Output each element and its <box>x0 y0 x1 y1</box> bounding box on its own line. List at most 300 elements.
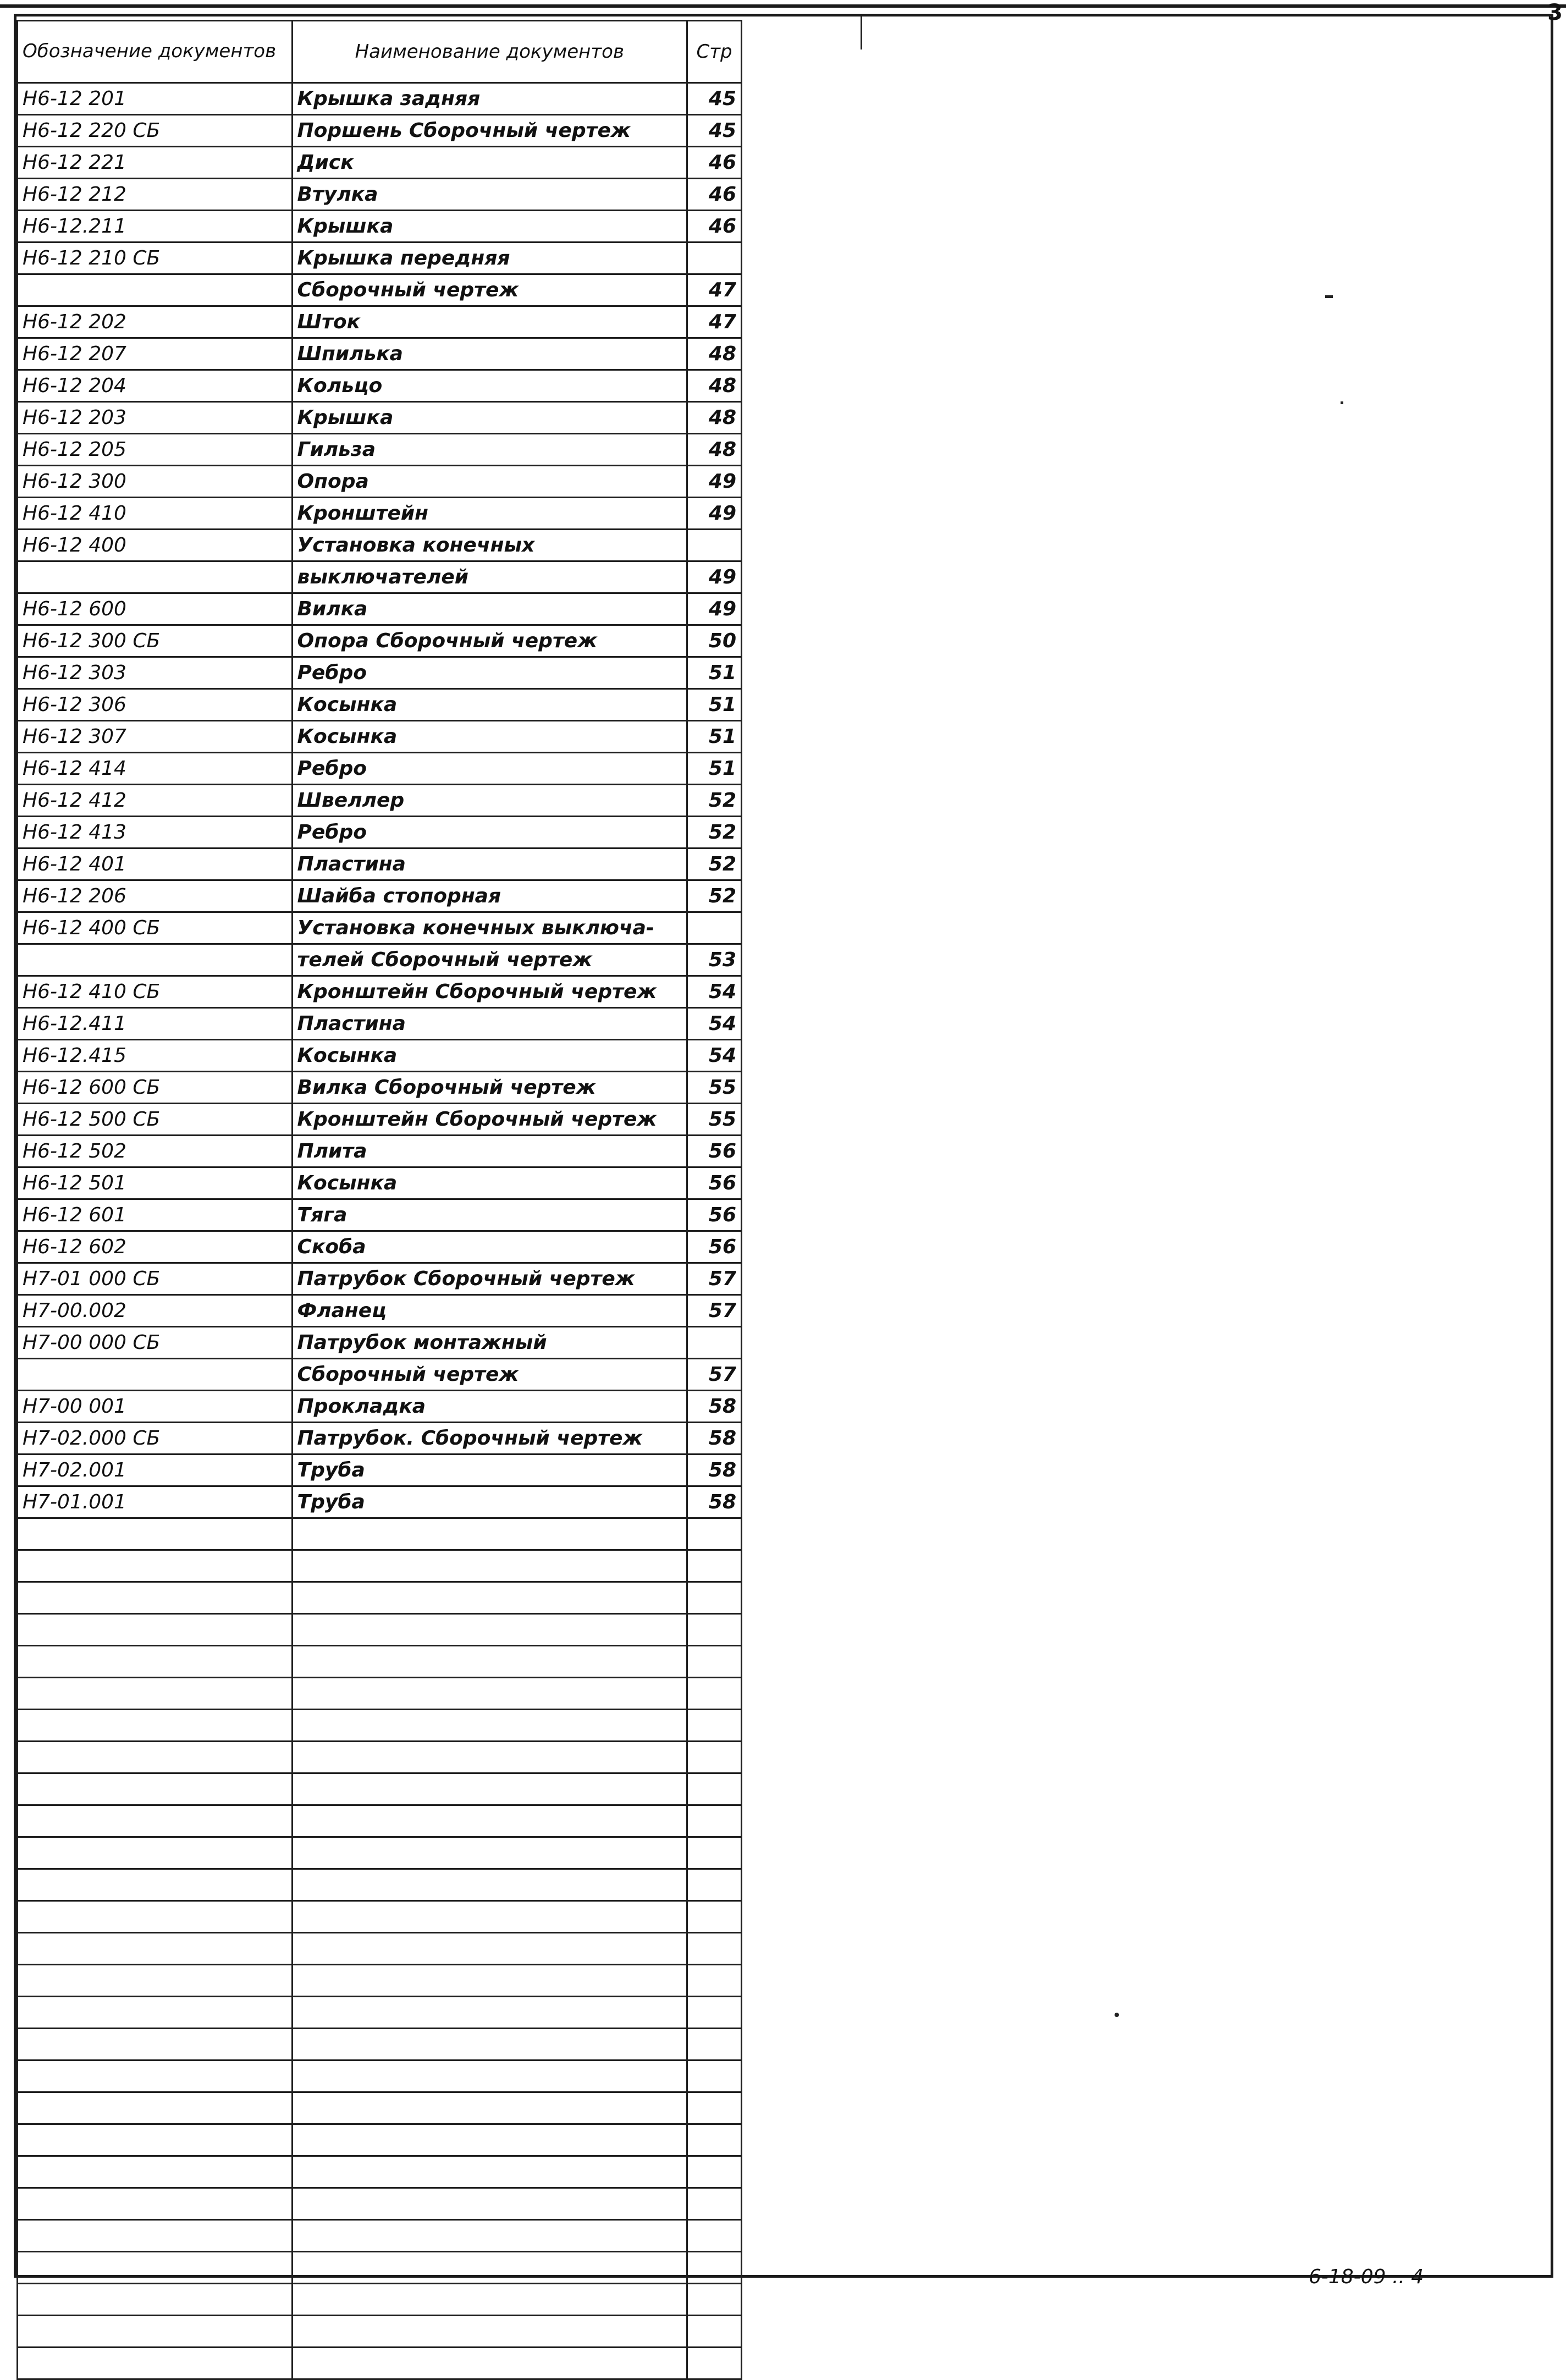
table-header-row <box>18 21 742 83</box>
empty-row <box>18 1550 742 1582</box>
page-cell: 48 <box>687 338 742 370</box>
name-cell: Плита <box>292 1136 687 1167</box>
header-page: Стр <box>687 21 742 83</box>
code-cell: Н6-12 600 СБ <box>18 1072 293 1104</box>
code-cell: Н6-12 202 <box>18 306 293 338</box>
empty-cell <box>18 2220 293 2252</box>
top-rule <box>0 4 1566 8</box>
name-cell: Шток <box>292 306 687 338</box>
name-cell: Тяга <box>292 1199 687 1231</box>
code-cell: Н6-12 212 <box>18 179 293 211</box>
code-cell: Н6-12 221 <box>18 147 293 179</box>
empty-cell <box>687 1805 742 1837</box>
code-cell: Н6-12 203 <box>18 402 293 434</box>
page-cell <box>687 243 742 274</box>
page-cell: 58 <box>687 1391 742 1423</box>
table-row <box>18 1327 742 1359</box>
table-row <box>18 498 742 530</box>
code-cell: Н6-12 306 <box>18 689 293 721</box>
empty-cell <box>292 1742 687 1773</box>
empty-cell <box>18 1550 293 1582</box>
page-cell: 58 <box>687 1486 742 1518</box>
empty-row <box>18 1805 742 1837</box>
code-cell: Н7-01 000 СБ <box>18 1263 293 1295</box>
table-row <box>18 817 742 849</box>
name-cell: Ребро <box>292 657 687 689</box>
code-cell: Н7-02.000 СБ <box>18 1423 293 1455</box>
name-cell: Установка конечных <box>292 530 687 561</box>
table-row <box>18 721 742 753</box>
empty-row <box>18 1582 742 1614</box>
code-cell: Н6-12 303 <box>18 657 293 689</box>
empty-cell <box>687 1710 742 1742</box>
table-row <box>18 785 742 817</box>
empty-row <box>18 1965 742 1997</box>
table-row <box>18 689 742 721</box>
empty-row <box>18 2061 742 2092</box>
empty-cell <box>687 1646 742 1678</box>
code-cell: Н6-12 210 СБ <box>18 243 293 274</box>
code-cell: Н7-00 000 СБ <box>18 1327 293 1359</box>
table-row <box>18 657 742 689</box>
table-row <box>18 115 742 147</box>
empty-cell <box>292 1582 687 1614</box>
code-cell: Н7-00.002 <box>18 1295 293 1327</box>
empty-cell <box>687 2348 742 2379</box>
page-cell: 51 <box>687 721 742 753</box>
name-cell: Сборочный чертеж <box>292 1359 687 1391</box>
page-cell: 51 <box>687 657 742 689</box>
code-cell: Н6-12 502 <box>18 1136 293 1167</box>
page-cell: 56 <box>687 1136 742 1167</box>
empty-cell <box>687 1742 742 1773</box>
table-row <box>18 753 742 785</box>
table-row <box>18 434 742 466</box>
code-cell: Н6-12 300 <box>18 466 293 498</box>
empty-row <box>18 1646 742 1678</box>
name-cell: Пластина <box>292 1008 687 1040</box>
code-cell <box>18 561 293 593</box>
name-cell: Труба <box>292 1486 687 1518</box>
empty-cell <box>687 2284 742 2316</box>
page-cell: 51 <box>687 689 742 721</box>
name-cell: телей Сборочный чертеж <box>292 944 687 976</box>
table-row <box>18 1391 742 1423</box>
scan-line <box>861 16 862 49</box>
empty-cell <box>292 2029 687 2061</box>
page-cell: 54 <box>687 1008 742 1040</box>
empty-cell <box>18 1805 293 1837</box>
page-cell: 45 <box>687 83 742 115</box>
table-row <box>18 912 742 944</box>
code-cell: Н6-12 602 <box>18 1231 293 1263</box>
empty-cell <box>687 2061 742 2092</box>
name-cell: Крышка <box>292 402 687 434</box>
code-cell: Н6-12 201 <box>18 83 293 115</box>
name-cell: Опора <box>292 466 687 498</box>
empty-cell <box>18 1965 293 1997</box>
table-row <box>18 1167 742 1199</box>
empty-cell <box>18 1582 293 1614</box>
empty-cell <box>292 2348 687 2379</box>
name-cell: Вилка Сборочный чертеж <box>292 1072 687 1104</box>
empty-cell <box>687 1614 742 1646</box>
page-cell: 47 <box>687 306 742 338</box>
code-cell <box>18 274 293 306</box>
name-cell: Ребро <box>292 817 687 849</box>
empty-cell <box>18 2156 293 2188</box>
empty-cell <box>292 1997 687 2029</box>
code-cell: Н6-12.411 <box>18 1008 293 1040</box>
page-cell: 50 <box>687 625 742 657</box>
empty-cell <box>18 1742 293 1773</box>
name-cell: Патрубок Сборочный чертеж <box>292 1263 687 1295</box>
empty-cell <box>18 1837 293 1869</box>
empty-cell <box>18 1997 293 2029</box>
name-cell: Крышка <box>292 211 687 243</box>
name-cell: Сборочный чертеж <box>292 274 687 306</box>
empty-cell <box>687 2252 742 2284</box>
empty-cell <box>18 1678 293 1710</box>
empty-cell <box>18 1869 293 1901</box>
empty-cell <box>687 1997 742 2029</box>
page-cell: 46 <box>687 211 742 243</box>
empty-cell <box>18 2284 293 2316</box>
empty-row <box>18 2188 742 2220</box>
table-row <box>18 1040 742 1072</box>
code-cell: Н6-12 401 <box>18 849 293 880</box>
empty-cell <box>292 2188 687 2220</box>
empty-cell <box>18 1933 293 1965</box>
code-cell: Н6-12 413 <box>18 817 293 849</box>
page-cell: 52 <box>687 785 742 817</box>
table-row <box>18 849 742 880</box>
empty-cell <box>687 1965 742 1997</box>
code-cell: Н6-12 220 СБ <box>18 115 293 147</box>
name-cell: Скоба <box>292 1231 687 1263</box>
table-row <box>18 211 742 243</box>
page-cell: 56 <box>687 1167 742 1199</box>
table-row <box>18 1423 742 1455</box>
empty-cell <box>18 2092 293 2124</box>
table-row <box>18 274 742 306</box>
page-cell: 49 <box>687 593 742 625</box>
page-cell: 45 <box>687 115 742 147</box>
page-cell: 49 <box>687 498 742 530</box>
table-row <box>18 1072 742 1104</box>
page-cell: 49 <box>687 466 742 498</box>
name-cell: Фланец <box>292 1295 687 1327</box>
sheet-stamp: 6-18-09 .. 4 <box>1309 2266 1424 2288</box>
empty-row <box>18 1837 742 1869</box>
empty-cell <box>292 2284 687 2316</box>
empty-cell <box>687 1901 742 1933</box>
sheet-number: 3 <box>1547 0 1563 25</box>
page-cell: 46 <box>687 147 742 179</box>
name-cell: Косынка <box>292 1040 687 1072</box>
empty-cell <box>687 1582 742 1614</box>
table-row <box>18 530 742 561</box>
empty-row <box>18 2156 742 2188</box>
empty-cell <box>292 1710 687 1742</box>
empty-cell <box>292 2092 687 2124</box>
table-row <box>18 1263 742 1295</box>
table-row <box>18 306 742 338</box>
page-cell: 46 <box>687 179 742 211</box>
table-row <box>18 243 742 274</box>
empty-row <box>18 1614 742 1646</box>
scan-speck <box>1341 401 1343 404</box>
empty-cell <box>18 1773 293 1805</box>
empty-cell <box>292 1773 687 1805</box>
code-cell: Н6-12 300 СБ <box>18 625 293 657</box>
table-row <box>18 83 742 115</box>
name-cell: Кронштейн Сборочный чертеж <box>292 976 687 1008</box>
name-cell: Крышка задняя <box>292 83 687 115</box>
empty-row <box>18 1933 742 1965</box>
code-cell: Н6-12 410 СБ <box>18 976 293 1008</box>
empty-row <box>18 1678 742 1710</box>
table-row <box>18 625 742 657</box>
empty-row <box>18 2124 742 2156</box>
empty-cell <box>18 2252 293 2284</box>
empty-row <box>18 2029 742 2061</box>
table-row <box>18 1295 742 1327</box>
name-cell: Кронштейн <box>292 498 687 530</box>
empty-cell <box>687 2156 742 2188</box>
table-row <box>18 561 742 593</box>
page-cell <box>687 1327 742 1359</box>
empty-row <box>18 1997 742 2029</box>
empty-cell <box>18 2124 293 2156</box>
page-cell: 56 <box>687 1231 742 1263</box>
table-row <box>18 1359 742 1391</box>
code-cell: Н6-12 400 СБ <box>18 912 293 944</box>
document-list-table <box>16 20 742 2380</box>
table-row <box>18 370 742 402</box>
empty-row <box>18 2092 742 2124</box>
empty-cell <box>687 1869 742 1901</box>
name-cell: Диск <box>292 147 687 179</box>
empty-cell <box>687 2188 742 2220</box>
empty-cell <box>18 2029 293 2061</box>
page-cell: 49 <box>687 561 742 593</box>
code-cell: Н7-02.001 <box>18 1455 293 1486</box>
empty-cell <box>292 1869 687 1901</box>
page-cell: 55 <box>687 1104 742 1136</box>
empty-cell <box>292 2124 687 2156</box>
code-cell <box>18 944 293 976</box>
empty-cell <box>687 2316 742 2348</box>
empty-cell <box>292 2156 687 2188</box>
name-cell: Швеллер <box>292 785 687 817</box>
empty-cell <box>687 1550 742 1582</box>
table-row <box>18 1136 742 1167</box>
empty-cell <box>687 1837 742 1869</box>
empty-row <box>18 2316 742 2348</box>
page-cell: 56 <box>687 1199 742 1231</box>
empty-row <box>18 2348 742 2379</box>
table-row <box>18 179 742 211</box>
code-cell: Н6-12 307 <box>18 721 293 753</box>
empty-cell <box>292 1518 687 1550</box>
empty-row <box>18 1773 742 1805</box>
name-cell: Косынка <box>292 721 687 753</box>
empty-cell <box>292 2316 687 2348</box>
empty-cell <box>292 1614 687 1646</box>
page-cell: 52 <box>687 880 742 912</box>
name-cell: Шпилька <box>292 338 687 370</box>
scan-speck <box>1115 2013 1119 2017</box>
empty-cell <box>18 1518 293 1550</box>
page-cell: 57 <box>687 1359 742 1391</box>
empty-cell <box>292 1646 687 1678</box>
name-cell: Прокладка <box>292 1391 687 1423</box>
code-cell: Н6-12 414 <box>18 753 293 785</box>
page-cell: 48 <box>687 370 742 402</box>
empty-cell <box>687 1518 742 1550</box>
empty-row <box>18 2220 742 2252</box>
code-cell: Н6-12 205 <box>18 434 293 466</box>
name-cell: Опора Сборочный чертеж <box>292 625 687 657</box>
empty-row <box>18 1710 742 1742</box>
empty-cell <box>687 2092 742 2124</box>
page-cell <box>687 912 742 944</box>
empty-cell <box>292 1837 687 1869</box>
name-cell: Установка конечных выключа- <box>292 912 687 944</box>
table-body <box>18 83 742 2379</box>
empty-cell <box>292 2220 687 2252</box>
empty-cell <box>18 2316 293 2348</box>
empty-cell <box>18 1710 293 1742</box>
page-cell: 52 <box>687 849 742 880</box>
empty-cell <box>687 2220 742 2252</box>
empty-cell <box>292 1678 687 1710</box>
page-cell: 52 <box>687 817 742 849</box>
code-cell: Н6-12 501 <box>18 1167 293 1199</box>
empty-cell <box>292 1550 687 1582</box>
scan-speck <box>1325 295 1333 298</box>
table-row <box>18 976 742 1008</box>
code-cell: Н6-12.211 <box>18 211 293 243</box>
page-cell: 58 <box>687 1423 742 1455</box>
code-cell <box>18 1359 293 1391</box>
empty-cell <box>292 2252 687 2284</box>
empty-cell <box>687 1773 742 1805</box>
page-cell: 57 <box>687 1263 742 1295</box>
empty-row <box>18 1518 742 1550</box>
code-cell: Н6-12 500 СБ <box>18 1104 293 1136</box>
empty-cell <box>18 1646 293 1678</box>
code-cell: Н6-12 207 <box>18 338 293 370</box>
table-row <box>18 466 742 498</box>
empty-row <box>18 1869 742 1901</box>
table-row <box>18 1231 742 1263</box>
table-row <box>18 944 742 976</box>
name-cell: Труба <box>292 1455 687 1486</box>
name-cell: Патрубок. Сборочный чертеж <box>292 1423 687 1455</box>
empty-row <box>18 1742 742 1773</box>
name-cell: Гильза <box>292 434 687 466</box>
code-cell: Н6-12 400 <box>18 530 293 561</box>
table-row <box>18 880 742 912</box>
page-cell: 53 <box>687 944 742 976</box>
empty-cell <box>687 1678 742 1710</box>
empty-cell <box>292 1933 687 1965</box>
name-cell: Втулка <box>292 179 687 211</box>
page-cell: 57 <box>687 1295 742 1327</box>
name-cell: Крышка передняя <box>292 243 687 274</box>
table-row <box>18 147 742 179</box>
code-cell: Н6-12.415 <box>18 1040 293 1072</box>
empty-cell <box>687 2124 742 2156</box>
table-row <box>18 593 742 625</box>
empty-cell <box>292 1965 687 1997</box>
page-cell: 54 <box>687 976 742 1008</box>
code-cell: Н6-12 204 <box>18 370 293 402</box>
empty-cell <box>292 2061 687 2092</box>
code-cell: Н7-01.001 <box>18 1486 293 1518</box>
empty-row <box>18 1901 742 1933</box>
name-cell: Шайба стопорная <box>292 880 687 912</box>
empty-cell <box>18 2188 293 2220</box>
name-cell: Кронштейн Сборочный чертеж <box>292 1104 687 1136</box>
empty-row <box>18 2252 742 2284</box>
name-cell: Ребро <box>292 753 687 785</box>
name-cell: Пластина <box>292 849 687 880</box>
page-cell: 51 <box>687 753 742 785</box>
table-row <box>18 402 742 434</box>
page-cell <box>687 530 742 561</box>
header-name: Наименование документов <box>292 21 687 83</box>
table-row <box>18 1486 742 1518</box>
table-row <box>18 1104 742 1136</box>
name-cell: Косынка <box>292 689 687 721</box>
code-cell: Н6-12 600 <box>18 593 293 625</box>
name-cell: Кольцо <box>292 370 687 402</box>
name-cell: Патрубок монтажный <box>292 1327 687 1359</box>
header-code: Обозначение документов <box>18 21 293 83</box>
empty-cell <box>292 1901 687 1933</box>
name-cell: Косынка <box>292 1167 687 1199</box>
page-cell: 55 <box>687 1072 742 1104</box>
name-cell: Вилка <box>292 593 687 625</box>
page-cell: 47 <box>687 274 742 306</box>
empty-cell <box>687 2029 742 2061</box>
table-row <box>18 1008 742 1040</box>
empty-cell <box>687 1933 742 1965</box>
table-row <box>18 1455 742 1486</box>
empty-cell <box>18 2348 293 2379</box>
empty-cell <box>18 1614 293 1646</box>
empty-cell <box>18 1901 293 1933</box>
code-cell: Н6-12 410 <box>18 498 293 530</box>
code-cell: Н6-12 601 <box>18 1199 293 1231</box>
page-cell: 48 <box>687 434 742 466</box>
table-row <box>18 1199 742 1231</box>
page-cell: 54 <box>687 1040 742 1072</box>
empty-row <box>18 2284 742 2316</box>
page-cell: 48 <box>687 402 742 434</box>
code-cell: Н7-00 001 <box>18 1391 293 1423</box>
empty-cell <box>18 2061 293 2092</box>
code-cell: Н6-12 412 <box>18 785 293 817</box>
page-cell: 58 <box>687 1455 742 1486</box>
name-cell: выключателей <box>292 561 687 593</box>
empty-cell <box>292 1805 687 1837</box>
table-row <box>18 338 742 370</box>
code-cell: Н6-12 206 <box>18 880 293 912</box>
